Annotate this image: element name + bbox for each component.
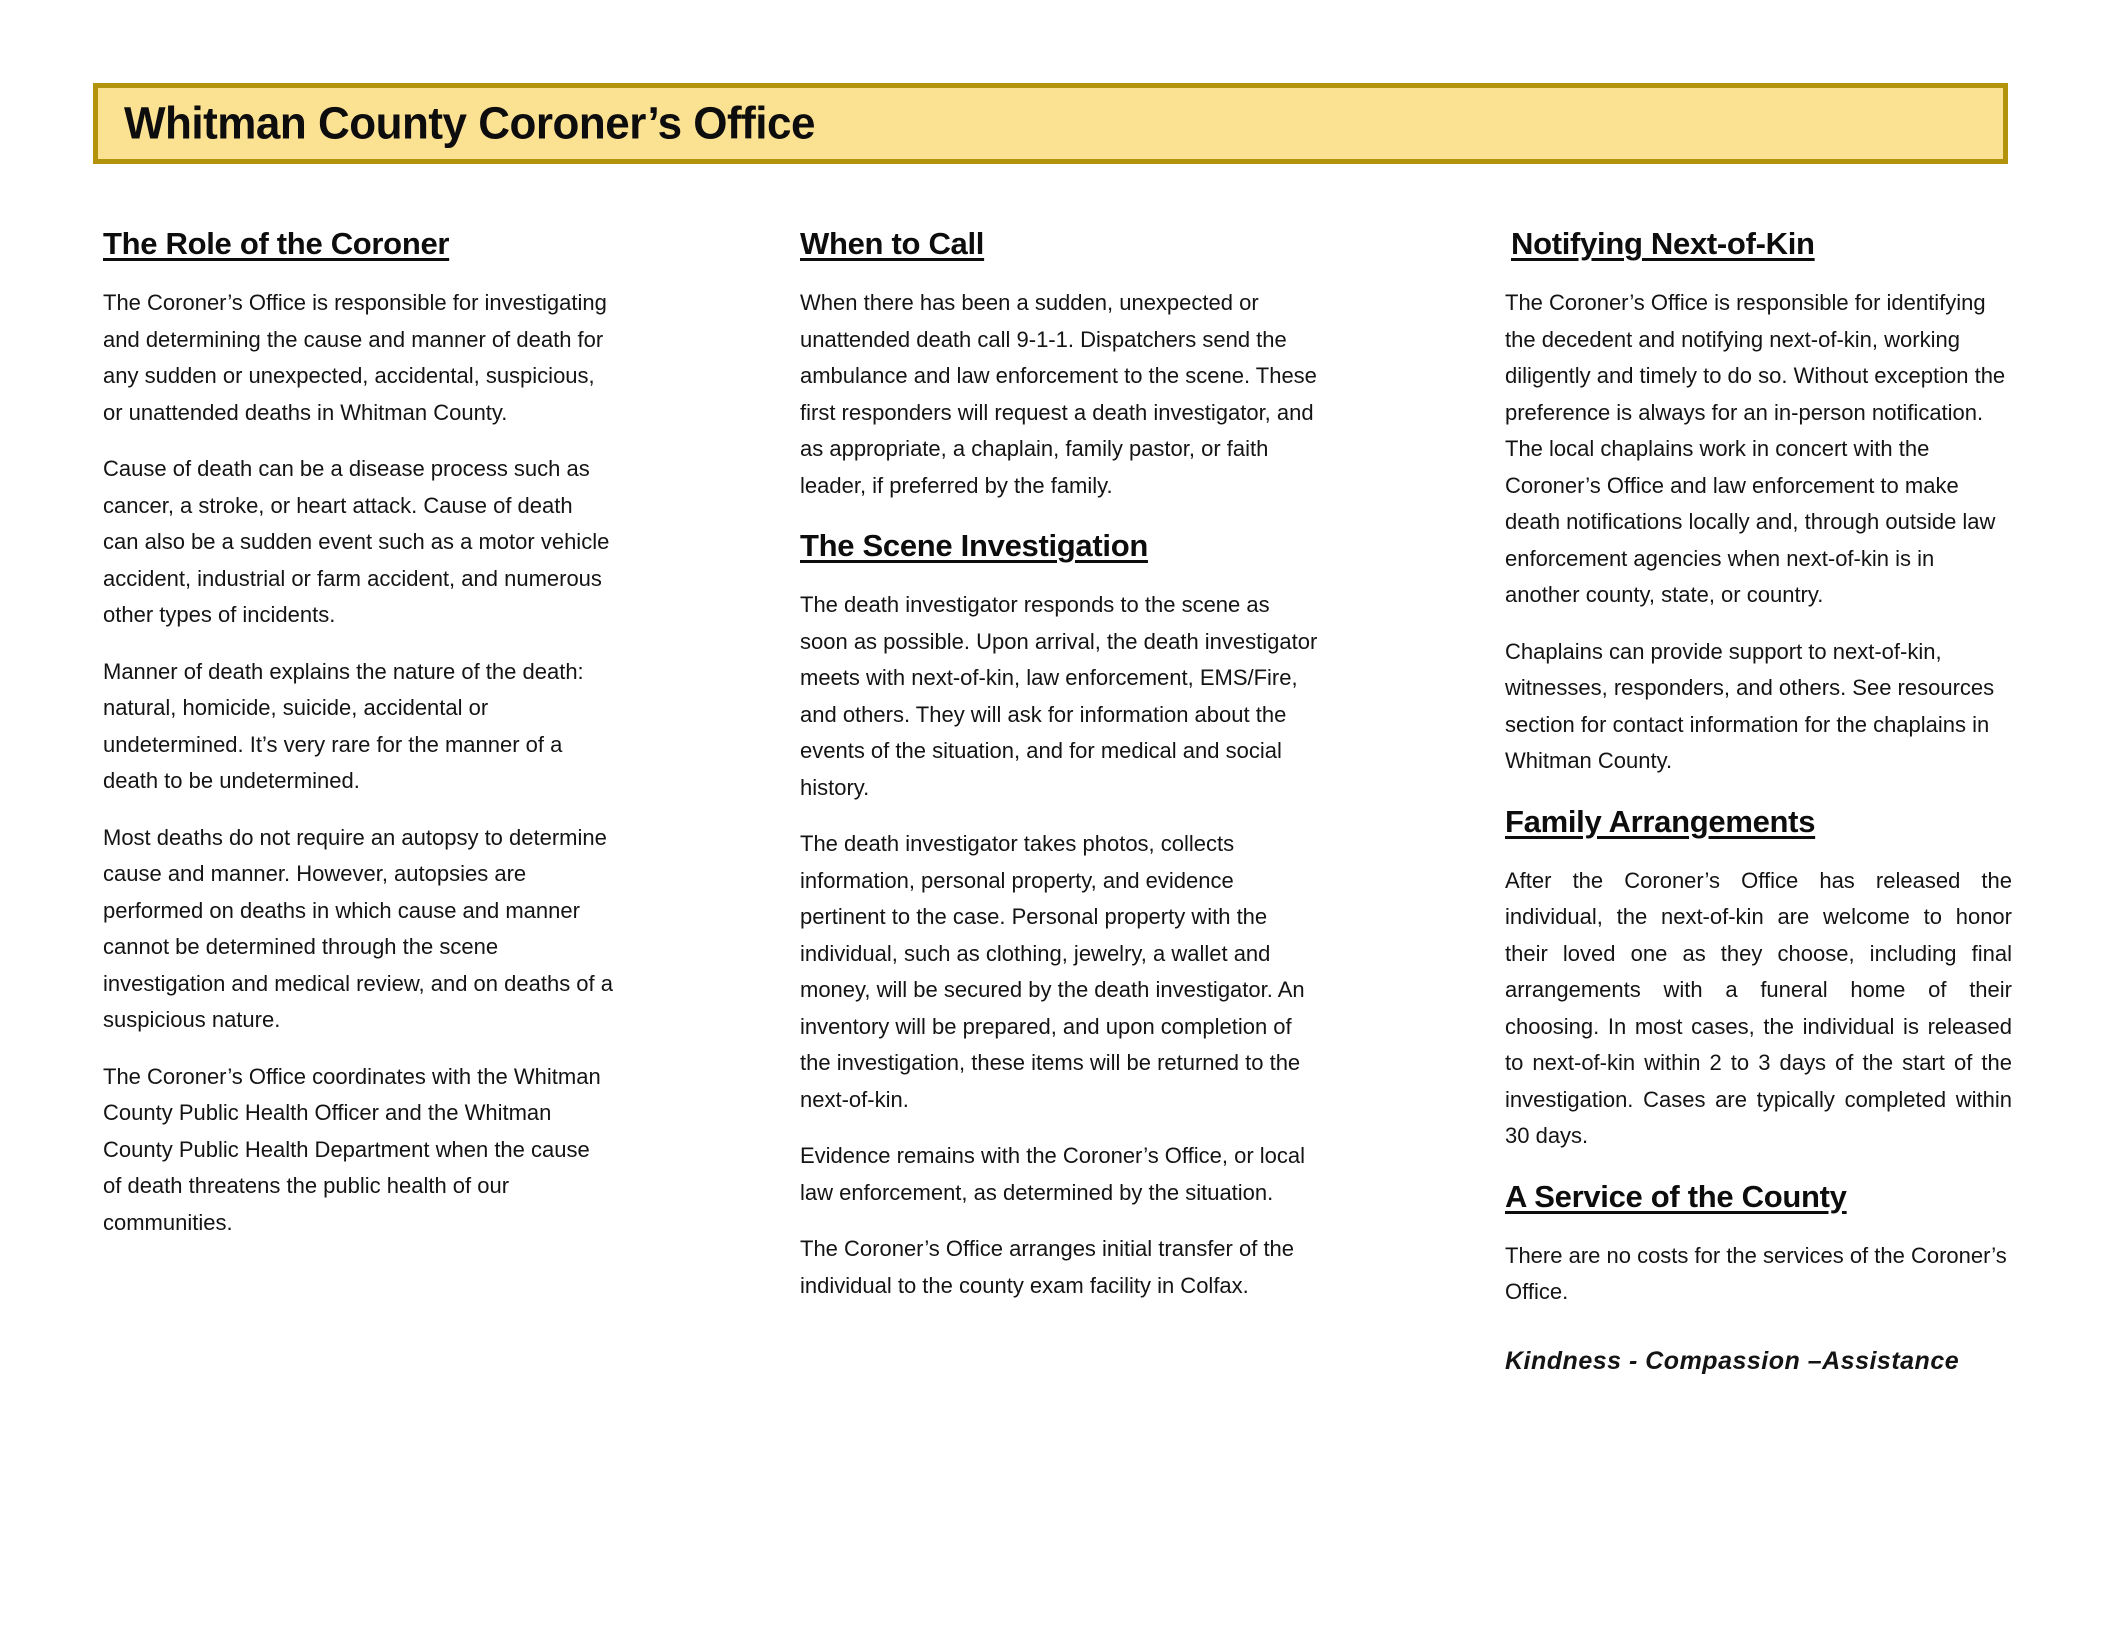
section-heading-notifying-next-of-kin: Notifying Next-of-Kin <box>1511 226 1815 261</box>
paragraph: The death investigator responds to the scene as soon as possible. Upon arrival, the death investigator meets with next-of-kin, law enforcement, EMS/Fire, and others. They will ask for information about the events of the situation, and for medical and social history. <box>800 592 1318 800</box>
paragraph: After the Coroner’s Office has released the individual, the next-of-kin are welcome to honor their loved one as they choose, including final arrangements with a funeral home of their choosing. In most cases, the individual is released to next-of-kin within 2 to 3 days of the start of the investigation. Cases are typically completed within 30 days. <box>1505 867 2012 1148</box>
header-banner <box>93 83 2008 164</box>
paragraph: When there has been a sudden, unexpected or unattended death call 9-1-1. Dispatchers send the ambulance and law enforcement to the scene. These first responders will request a death investigator, and as appropriate, a chaplain, family pastor, or faith leader, if preferred by the family. <box>800 290 1317 498</box>
paragraph: Chaplains can provide support to next-of-kin, witnesses, responders, and others. See resources section for contact information for the chaplains in Whitman County. <box>1505 638 1995 773</box>
paragraph: Cause of death can be a disease process such as cancer, a stroke, or heart attack. Cause of death can also be a sudden event such as a motor vehicle accident, industrial or farm accident, and numerous other types of incidents. <box>103 456 610 627</box>
section-heading-family-arrangements: Family Arrangements <box>1505 803 1816 839</box>
section-heading-scene-investigation: The Scene Investigation <box>800 528 1148 563</box>
section-heading-service-of-county: A Service of the County <box>1505 1178 1847 1214</box>
paragraph: Most deaths do not require an autopsy to determine cause and manner. However, autopsies are performed on deaths in which cause and manner cannot be determined through the scene investigation and medical review, and on deaths of a suspicious nature. <box>103 824 613 1032</box>
section-heading-role-of-coroner: The Role of the Coroner <box>103 226 450 261</box>
paragraph: The Coroner’s Office arranges initial transfer of the individual to the county exam facility in Colfax. <box>800 1236 1295 1298</box>
tagline-kindness-compassion-assistance: Kindness - Compassion –Assistance <box>1505 1346 1960 1375</box>
column-when-to-call <box>800 222 1318 1324</box>
paragraph: Evidence remains with the Coroner’s Office, or local law enforcement, as determined by the situation. <box>800 1143 1306 1205</box>
page-title: Whitman County Coroner’s Office <box>124 97 815 149</box>
paragraph: The Coroner’s Office coordinates with the Whitman County Public Health Officer and the Whitman County Public Health Department when the cause of death threatens the public health of our communities. <box>103 1063 601 1235</box>
paragraph: The Coroner’s Office is responsible for investigating and determining the cause and manner of death for any sudden or unexpected, accidental, suspicious, or unattended deaths in Whitman County. <box>103 290 607 425</box>
column-role-of-coroner <box>103 222 613 1261</box>
column-next-of-kin <box>1505 222 2012 1376</box>
paragraph: Manner of death explains the nature of the death: natural, homicide, suicide, accidental or undetermined. It’s very rare for the manner of a death to be undetermined. <box>103 658 584 793</box>
paragraph: The Coroner’s Office is responsible for identifying the decedent and notifying next-of-kin, working diligently and timely to do so. Without exception the preference is always for an in-person notification. The local chaplains work in concert with the Coroner’s Office and law enforcement to make death notifications locally and, through outside law enforcement agencies when next-of-kin is in another county, state, or country. <box>1505 290 2006 607</box>
section-heading-when-to-call: When to Call <box>800 226 985 261</box>
paragraph: The death investigator takes photos, collects information, personal property, and evidence pertinent to the case. Personal property with the individual, such as clothing, jewelry, a wallet and money, will be secured by the death investigator. An inventory will be prepared, and upon completion of the investigation, these items will be returned to the next-of-kin. <box>800 831 1305 1112</box>
paragraph: There are no costs for the services of the Coroner’s Office. <box>1505 1242 2007 1304</box>
